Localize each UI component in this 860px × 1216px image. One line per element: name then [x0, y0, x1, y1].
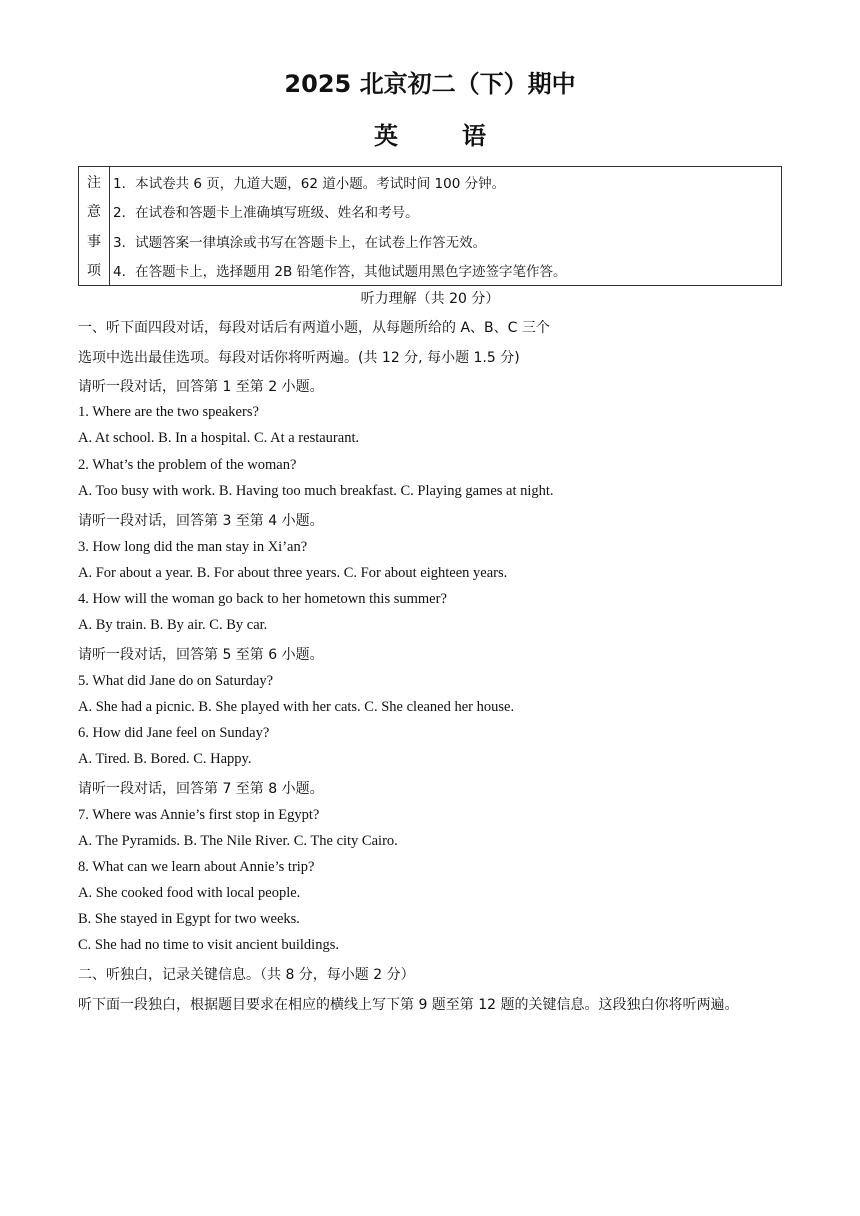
question-1: 1. Where are the two speakers? — [78, 404, 259, 420]
question-5: 5. What did Jane do on Saturday? — [78, 673, 274, 689]
dialogue-intro: 请听一段对话，回答第 7 至第 8 小题。 — [78, 781, 324, 797]
subject-title — [0, 116, 860, 151]
page-title: 2025 北京初二（下）期中 — [284, 70, 576, 98]
question-8-option-b: B. She stayed in Egypt for two weeks. — [78, 911, 300, 927]
notice-item: 1．本试卷共 6 页，九道大题，62 道小题。考试时间 100 分钟。 — [113, 175, 506, 192]
question-6: 6. How did Jane feel on Sunday? — [78, 725, 270, 741]
notice-label-char: 项 — [87, 263, 101, 280]
dialogue-intro: 请听一段对话，回答第 3 至第 4 小题。 — [78, 513, 324, 529]
part2-instruction: 听下面一段独白，根据题目要求在相应的横线上写下第 9 题至第 12 题的关键信息。这段独白你将听两遍。 — [78, 997, 739, 1013]
question-7: 7. Where was Annie’s first stop in Egypt? — [78, 807, 320, 823]
part2-title: 二、听独白，记录关键信息。（共 8 分，每小题 2 分） — [78, 967, 415, 983]
notice-item: 2．在试卷和答题卡上准确填写班级、姓名和考号。 — [113, 205, 419, 222]
section-title: 听力理解（共 20 分） — [360, 291, 500, 307]
question-4: 4. How will the woman go back to her hometown this summer? — [78, 591, 447, 607]
question-7-options: A. The Pyramids. B. The Nile River. C. The city Cairo. — [78, 833, 398, 849]
notice-item: 3．试题答案一律填涂或书写在答题卡上，在试卷上作答无效。 — [113, 234, 487, 251]
subject-char-1: 英 — [374, 122, 398, 150]
dialogue-intro: 请听一段对话，回答第 1 至第 2 小题。 — [78, 379, 324, 395]
question-4-options: A. By train. B. By air. C. By car. — [78, 617, 268, 633]
notice-label-char: 事 — [87, 233, 101, 250]
question-1-options: A. At school. B. In a hospital. C. At a restaurant. — [78, 430, 360, 446]
question-2: 2. What’s the problem of the woman? — [78, 457, 297, 473]
question-6-options: A. Tired. B. Bored. C. Happy. — [78, 751, 252, 767]
question-8: 8. What can we learn about Annie’s trip? — [78, 859, 315, 875]
notice-label-column — [79, 167, 110, 285]
question-2-options: A. Too busy with work. B. Having too much breakfast. C. Playing games at night. — [78, 483, 554, 499]
notice-label-char: 意 — [87, 204, 101, 221]
subject-char-2: 语 — [462, 122, 486, 150]
question-8-option-c: C. She had no time to visit ancient buildings. — [78, 937, 339, 953]
question-5-options: A. She had a picnic. B. She played with her cats. C. She cleaned her house. — [78, 699, 515, 715]
notice-box — [78, 166, 782, 286]
part1-instruction-line2: 选项中选出最佳选项。每段对话你将听两遍。(共 12 分, 每小题 1.5 分) — [78, 350, 520, 366]
question-8-option-a: A. She cooked food with local people. — [78, 885, 301, 901]
part1-instruction-line1: 一、听下面四段对话，每段对话后有两道小题，从每题所给的 A、B、C 三个 — [78, 320, 550, 336]
question-3: 3. How long did the man stay in Xi’an? — [78, 539, 308, 555]
dialogue-intro: 请听一段对话，回答第 5 至第 6 小题。 — [78, 647, 324, 663]
notice-label-char: 注 — [87, 174, 101, 191]
question-3-options: A. For about a year. B. For about three years. C. For about eighteen years. — [78, 565, 508, 581]
notice-item: 4．在答题卡上，选择题用 2B 铅笔作答，其他试题用黑色字迹签字笔作答。 — [113, 264, 567, 281]
notice-items — [110, 167, 781, 285]
